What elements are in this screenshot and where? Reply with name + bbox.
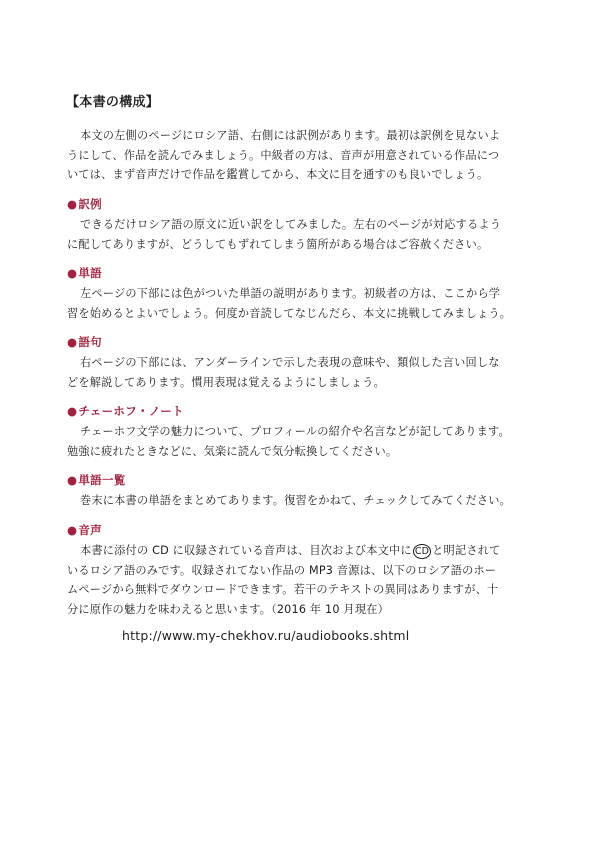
section-heading-word-list — [67, 472, 126, 488]
intro-paragraph — [67, 126, 539, 185]
page-title: 【本書の構成】 — [66, 95, 160, 110]
section-body-chekhov-note — [67, 422, 539, 461]
bullet-icon: ● — [67, 473, 78, 487]
paragraph-line: チェーホフ文学の魅力について、プロフィールの紹介や名言などが記してあります。 — [80, 425, 510, 438]
section-body-audio — [67, 541, 539, 619]
paragraph-line: 巻末に本書の単語をまとめてあります。復習をかねて、チェックしてみてください。 — [80, 494, 511, 507]
paragraph-line: いては、まず音声だけで作品を鑑賞してから、本文に目を通すのも良いでしょう。 — [67, 168, 489, 181]
audiobooks-url[interactable]: http://www.my-chekhov.ru/audiobooks.shtml — [122, 628, 410, 643]
paragraph-line: 分に原作の魅力を味わえると思います。（2016 年 10 月現在） — [67, 602, 389, 616]
bullet-icon: ● — [67, 335, 78, 349]
paragraph-line: うにして、作品を読んでみましょう。中級者の方は、音声が用意されている作品につ — [67, 148, 500, 162]
cd-mark-icon: CD — [414, 546, 430, 557]
paragraph-line: ムページから無料でダウンロードできます。若干のテキストの異同はありますが、十 — [67, 583, 499, 596]
paragraph-line: に配してありますが、どうしてもずれてしまう箇所がある場合はご容赦ください。 — [67, 237, 489, 251]
section-heading-audio — [67, 522, 102, 538]
paragraph-line: 習を始めるとよいでしょう。何度か音読してなじんだら、本文に挑戦してみましょう。 — [67, 306, 512, 320]
section-body-vocabulary — [67, 284, 539, 323]
paragraph-line: いるロシア語のみです。収録されてない作品の MP3 音源は、以下のロシア語のホー — [67, 563, 497, 577]
paragraph-line: 左ページの下部には色がついた単語の説明があります。初級者の方は、ここから学 — [80, 287, 501, 300]
bullet-icon: ● — [67, 523, 78, 537]
section-heading-vocabulary — [67, 265, 102, 281]
section-heading-label: チェーホフ・ノート — [78, 404, 184, 418]
section-body-translation — [67, 215, 539, 254]
paragraph-line: 右ページの下部には、アンダーラインで示した表現の意味や、類似した言い回しな — [80, 356, 500, 369]
line-text: 本書に添付の CD に収録されている音声は、目次および本文中に — [80, 544, 412, 557]
section-body-word-list — [67, 491, 539, 511]
section-heading-phrases — [67, 334, 102, 350]
bullet-icon: ● — [67, 266, 78, 280]
line-text: と明記されて — [432, 544, 501, 557]
paragraph-line: 勉強に疲れたときなどに、気楽に読んで気分転換してください。 — [67, 444, 398, 458]
section-heading-label: 単語 — [78, 266, 102, 280]
section-heading-label: 訳例 — [78, 197, 102, 211]
bullet-icon: ● — [67, 404, 78, 418]
section-heading-label: 単語一覧 — [78, 473, 126, 487]
bullet-icon: ● — [67, 197, 78, 211]
section-heading-translation — [67, 196, 102, 212]
section-heading-label: 音声 — [78, 523, 102, 537]
section-heading-chekhov-note — [67, 403, 184, 419]
paragraph-line: どを解説してあります。慣用表現は覚えるようにしましょう。 — [67, 375, 385, 389]
paragraph-line: 本文の左側のページにロシア語、右側には訳例があります。最初は訳例を見ないよ — [80, 129, 501, 142]
section-body-phrases — [67, 353, 539, 392]
paragraph-line — [67, 541, 539, 561]
paragraph-line: できるだけロシア語の原文に近い訳をしてみました。左右のページが対応するよう — [80, 218, 502, 231]
section-heading-label: 語句 — [78, 335, 102, 349]
